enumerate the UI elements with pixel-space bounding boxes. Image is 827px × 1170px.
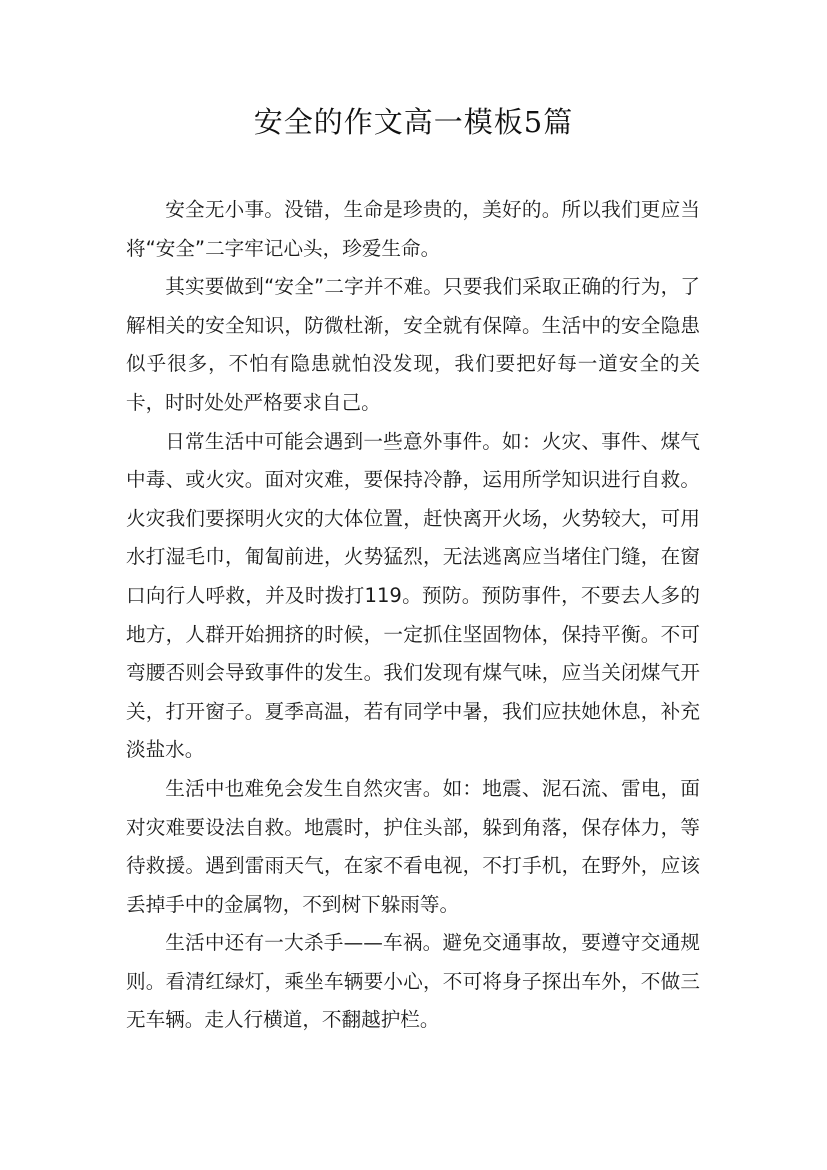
paragraph-4: 生活中也难免会发生自然灾害。如：地震、泥石流、雷电，面对灾难要设法自救。地震时，护住头部，躲到角落，保存体力，等待救援。遇到雷雨天气，在家不看电视，不打手机，在野外，应该丢掉手中的金属物，不到树下躲雨等。 [126, 776, 700, 916]
paragraph-1: 安全无小事。没错，生命是珍贵的，美好的。所以我们更应当将“安全”二字牢记心头，珍爱生命。 [126, 198, 700, 260]
document-title: 安全的作文高一模板5篇 [253, 105, 574, 139]
paragraph-3: 日常生活中可能会遇到一些意外事件。如：火灾、事件、煤气中毒、或火灾。面对灾难，要保持冷静，运用所学知识进行自救。火灾我们要探明火灾的大体位置，赶快离开火场，火势较大，可用水打湿毛巾，匍匐前进，火势猛烈，无法逃离应当堵住门缝，在窗口向行人呼救，并及时拨打119。预防。预防事件，不要去人多的地方，人群开始拥挤的时候，一定抓住坚固物体，保持平衡。不可弯腰否则会导致事件的发生。我们发现有煤气味，应当关闭煤气开关，打开窗子。夏季高温，若有同学中暑，我们应扶她休息，补充淡盐水。 [126, 429, 700, 762]
paragraph-2: 其实要做到“安全”二字并不难。只要我们采取正确的行为，了解相关的安全知识，防微杜渐，安全就有保障。生活中的安全隐患似乎很多，不怕有隐患就怕没发现，我们要把好每一道安全的关卡，时时处处严格要求自己。 [126, 275, 700, 414]
document-body [126, 191, 700, 1040]
paragraph-5: 生活中还有一大杀手——车祸。避免交通事故，要遵守交通规则。看清红绿灯，乘坐车辆要小心，不可将身子探出车外，不做三无车辆。走人行横道，不翻越护栏。 [126, 931, 700, 1032]
